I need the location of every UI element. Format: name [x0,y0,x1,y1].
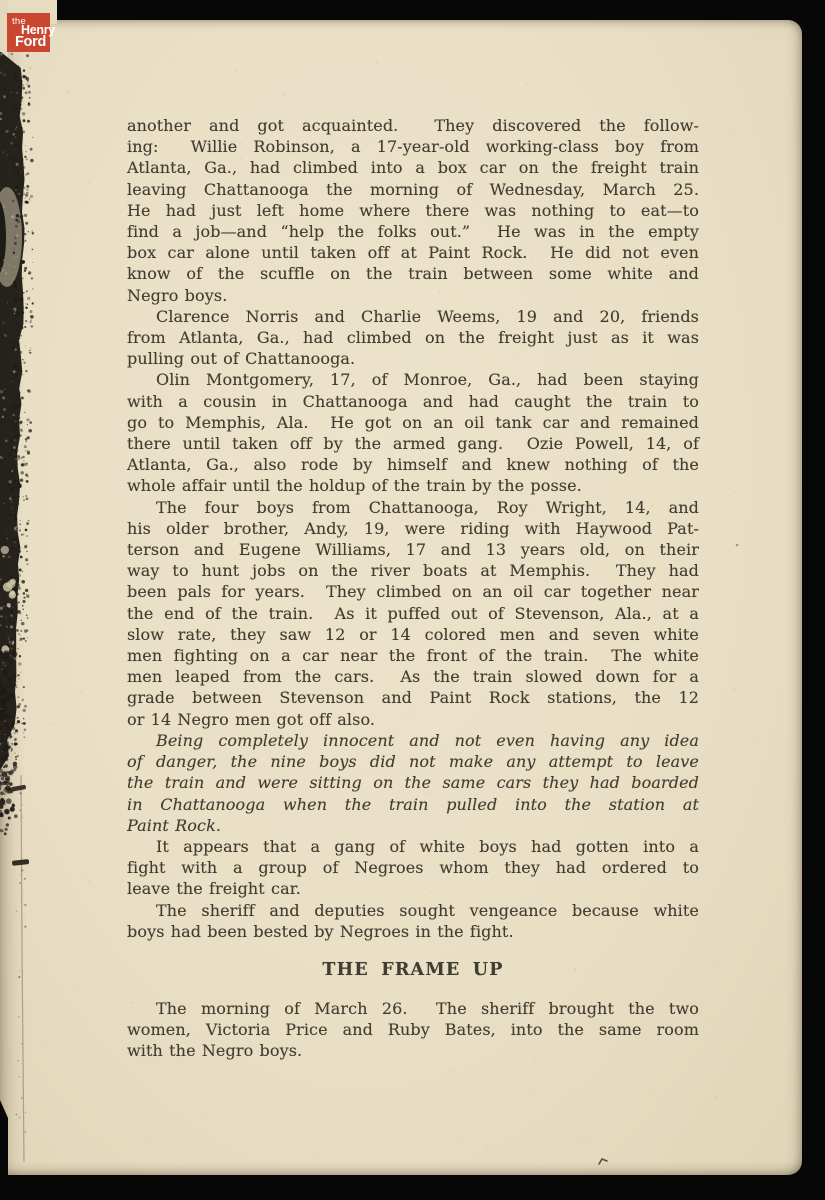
text-line: The sheriff and deputies sought vengeance because white [156,900,699,920]
text-line: the train and were sitting on the same cars they had boarded [127,773,699,793]
text-line: whole affair until the holdup of the train by the posse. [127,476,582,496]
italic-paragraph [127,730,699,836]
text-line: from Atlanta, Ga., had climbed on the freight just as it was [127,328,699,348]
text-line: The morning of March 26. The sheriff brought the two [156,998,699,1018]
text-line: of danger, the nine boys did not make any attempt to leave [127,752,699,772]
text-line: pulling out of Chattanooga. [127,349,356,369]
text-line: know of the scuffle on the train between some white and [127,264,699,284]
text-line: or 14 Negro men got off also. [127,709,376,729]
text-line: way to hunt jobs on the river boats at Memphis. They had [127,561,699,581]
text-line: It appears that a gang of white boys had gotten into a [156,836,699,856]
paragraph [127,900,699,942]
logo-word-the: the [12,16,26,27]
text-line: Atlanta, Ga., had climbed into a box car on the freight train [127,158,699,178]
text-line: The four boys from Chattanooga, Roy Wright, 14, and [156,497,699,517]
logo-word-ford: Ford [15,34,47,50]
text-line: with a cousin in Chattanooga and had caught the train to [127,391,699,411]
text-line: leaving Chattanooga the morning of Wednesday, March 25. [127,179,699,199]
text-line: with the Negro boys. [127,1041,303,1061]
text-line: leave the freight car. [127,879,301,899]
paragraph [127,497,699,730]
text-line: ing: Willie Robinson, a 17-year-old working-class boy from [127,137,699,157]
text-line: men leaped from the cars. As the train slowed down for a [127,667,699,687]
paragraph [127,369,699,496]
text-line: women, Victoria Price and Ruby Bates, into the same room [127,1020,699,1040]
text-line: another and got acquainted. They discovered the follow- [127,116,699,135]
paragraph [127,306,699,370]
section-heading: THE FRAME UP [322,959,504,980]
text-line: men fighting on a car near the front of the train. The white [127,646,699,666]
text-line: boys had been bested by Negroes in the fight. [127,921,514,941]
paragraph [127,836,699,900]
text-line: find a job—and “help the folks out.” He was in the empty [127,222,699,242]
text-line: fight with a group of Negroes whom they had ordered to [127,858,699,878]
text-line: grade between Stevenson and Paint Rock stations, the 12 [127,688,699,708]
text-line: go to Memphis, Ala. He got on an oil tank car and remained [127,412,699,432]
paragraph [127,998,699,1062]
text-line: box car alone until taken off at Paint Rock. He did not even [127,243,699,263]
text-line: Clarence Norris and Charlie Weems, 19 and 20, friends [156,306,699,326]
text-line: Paint Rock. [127,815,222,835]
text-line: been pals for years. They climbed on an oil car together near [127,582,699,602]
text-line: there until taken off by the armed gang. Ozie Powell, 14, of [127,434,699,454]
page-text [127,115,699,1062]
text-line: his older brother, Andy, 19, were riding with Haywood Pat- [127,518,699,538]
paragraph [127,115,699,306]
logo-word-henry: Henry [21,23,55,37]
text-line: terson and Eugene Williams, 17 and 13 years old, on their [127,540,699,560]
text-line: Negro boys. [127,285,228,305]
henry-ford-logo [7,13,55,52]
text-line: slow rate, they saw 12 or 14 colored men and seven white [127,624,699,644]
text-line: in Chattanooga when the train pulled into the station at [127,794,699,814]
text-line: the end of the train. As it puffed out of Stevenson, Ala., at a [127,603,699,623]
text-line: Olin Montgomery, 17, of Monroe, Ga., had been staying [156,370,699,390]
text-line: He had just left home where there was nothing to eat—to [127,200,699,220]
text-line: Being completely innocent and not even having any idea [156,730,699,750]
text-line: Atlanta, Ga., also rode by himself and knew nothing of the [127,455,699,475]
